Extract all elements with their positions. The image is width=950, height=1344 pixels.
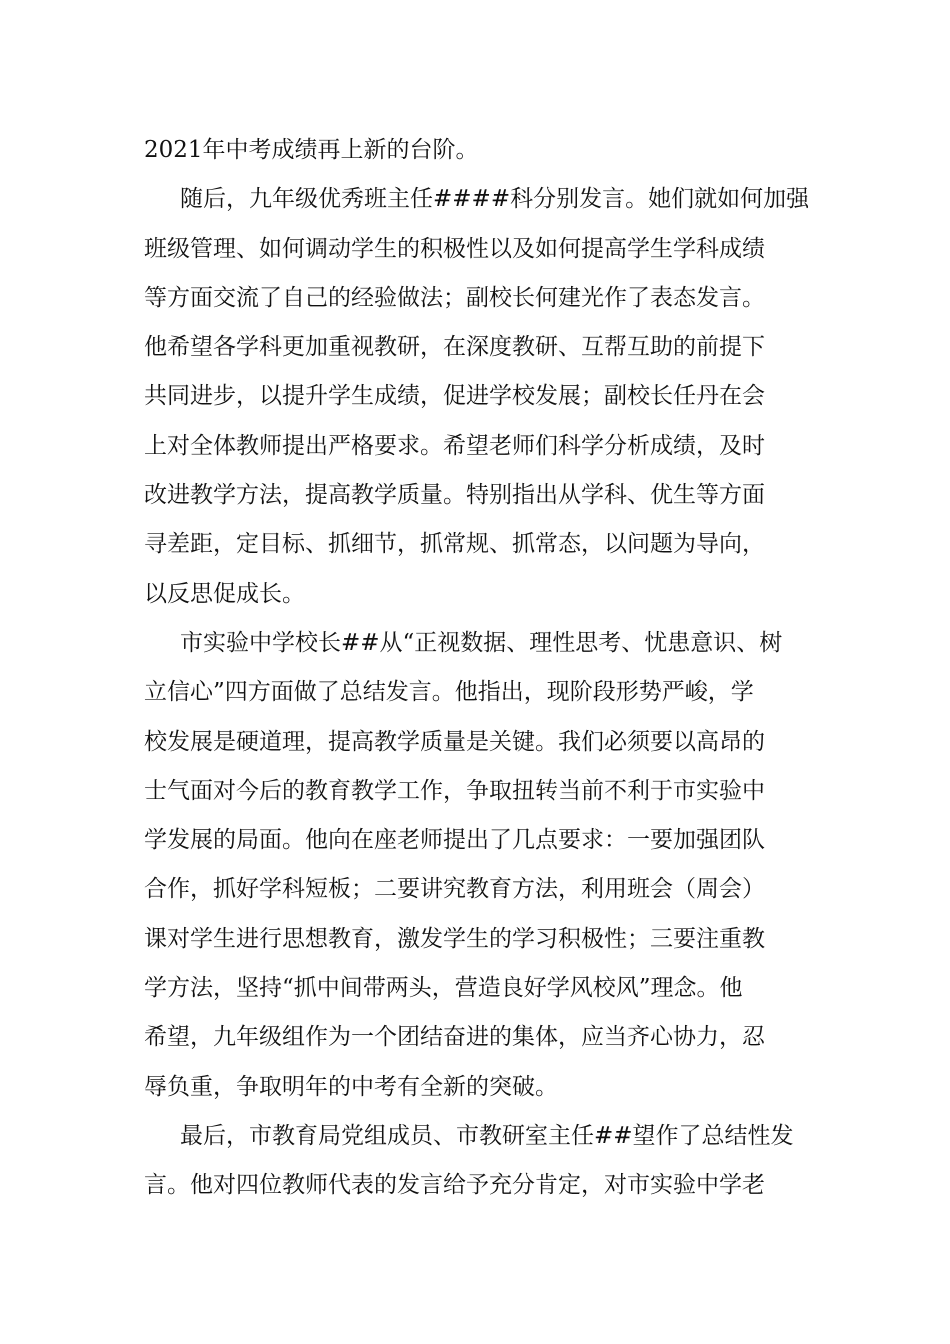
- text-line: 等方面交流了自己的经验做法；副校长何建光作了表态发言。: [144, 284, 765, 311]
- text-line: 士气面对今后的教育教学工作，争取扭转当前不利于市实验中: [144, 777, 765, 804]
- text-line: 寻差距，定目标、抓细节，抓常规、抓常态，以问题为导向，: [144, 531, 765, 558]
- text-line: 以反思促成长。: [144, 580, 305, 607]
- text-line: 2021年中考成绩再上新的台阶。: [144, 137, 479, 163]
- text-line: 他希望各学科更加重视教研，在深度教研、互帮互助的前提下: [144, 334, 765, 361]
- text-line: 学发展的局面。他向在座老师提出了几点要求：一要加强团队: [144, 827, 765, 854]
- text-line: 立信心”四方面做了总结发言。他指出，现阶段形势严峻，学: [144, 679, 754, 706]
- text-line: 辱负重，争取明年的中考有全新的突破。: [144, 1073, 558, 1100]
- text-line: 班级管理、如何调动学生的积极性以及如何提高学生学科成绩: [144, 235, 765, 262]
- text-line: 课对学生进行思想教育，激发学生的学习积极性；三要注重教: [144, 925, 765, 952]
- text-line: 上对全体教师提出严格要求。希望老师们科学分析成绩，及时: [144, 432, 765, 459]
- paragraph-start-line: 市实验中学校长##从“正视数据、理性思考、忧患意识、树: [180, 629, 783, 656]
- paragraph-start-line: 随后，九年级优秀班主任####科分别发言。她们就如何加强: [180, 186, 810, 213]
- text-line: 校发展是硬道理，提高教学质量是关键。我们必须要以高昂的: [144, 728, 765, 755]
- text-line: 改进教学方法，提高教学质量。特别指出从学科、优生等方面: [144, 482, 765, 509]
- text-line: 学方法，坚持“抓中间带两头，营造良好学风校风”理念。他: [144, 975, 743, 1002]
- paragraph-start-line: 最后，市教育局党组成员、市教研室主任##望作了总结性发: [180, 1122, 794, 1149]
- document-body: [144, 126, 810, 1211]
- text-line: 希望，九年级组作为一个团结奋进的集体，应当齐心协力，忍: [144, 1024, 765, 1051]
- text-line: 言。他对四位教师代表的发言给予充分肯定，对市实验中学老: [144, 1172, 765, 1199]
- text-line: 合作，抓好学科短板；二要讲究教育方法，利用班会（周会）: [144, 876, 765, 903]
- text-line: 共同进步，以提升学生成绩，促进学校发展；副校长任丹在会: [144, 383, 765, 410]
